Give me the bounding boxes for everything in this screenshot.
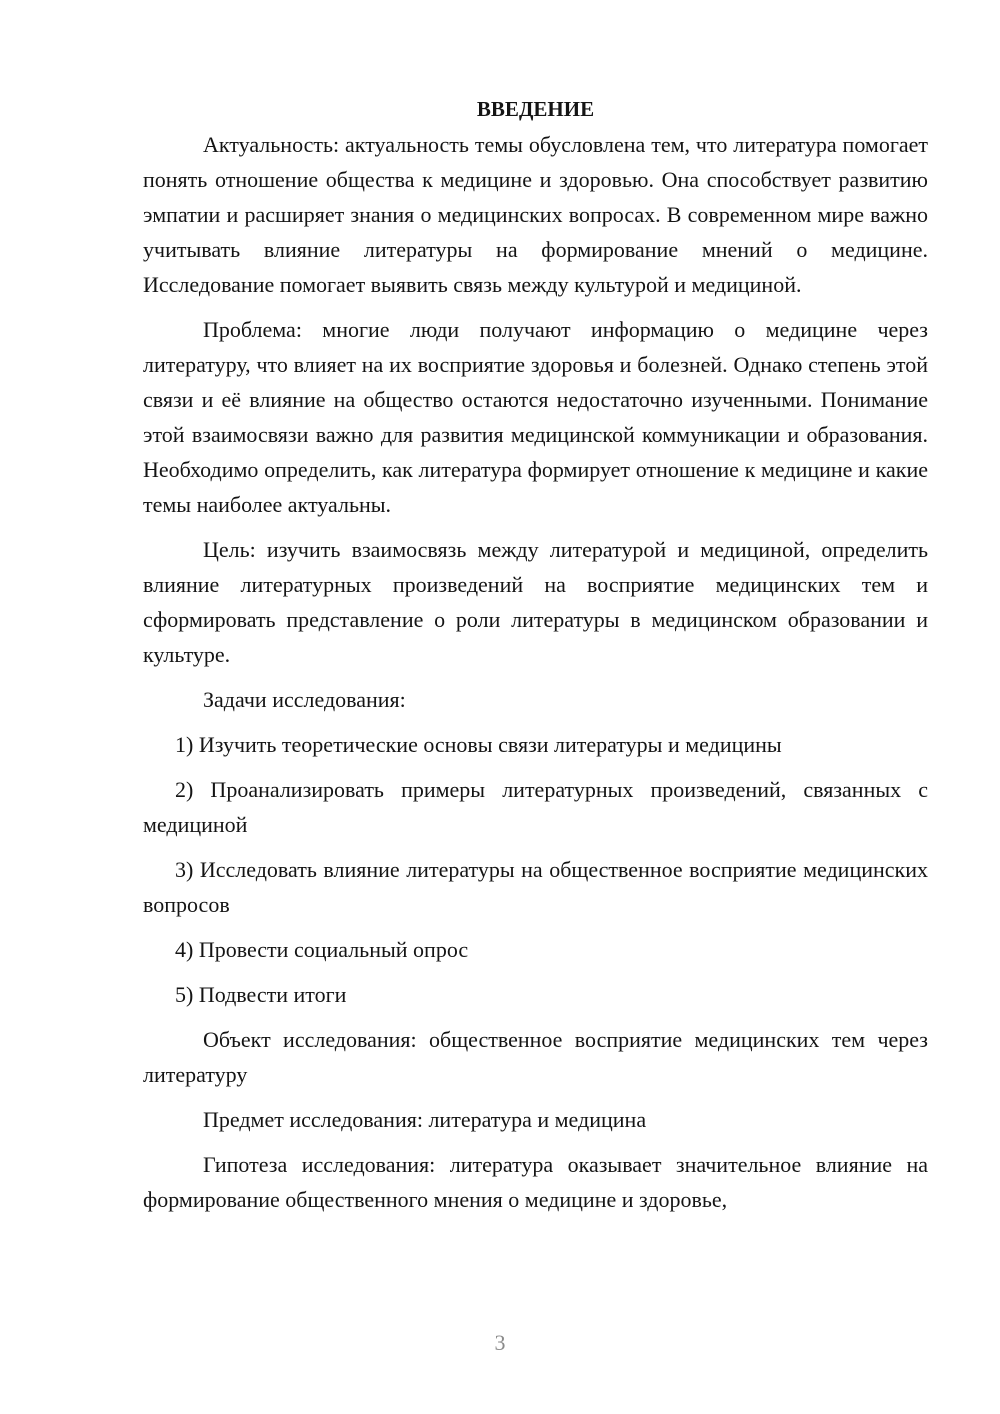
- relevance-paragraph: Актуальность: актуальность темы обусловлена тем, что литература помогает понять отношение общества к медицине и здоровью. Она способствует развитию эмпатии и расширяет знания о медицинских вопросах. В современном мире важно учитывать влияние литературы на формирование мнений о медицине. Исследование помогает выявить связь между культурой и медициной.: [143, 132, 928, 297]
- problem-paragraph: Проблема: многие люди получают информацию о медицине через литературу, что влияет на их восприятие здоровья и болезней. Однако степень этой связи и её влияние на общество остаются недостаточно изученными. Понимание этой взаимосвязи важно для развития медицинской коммуникации и образования. Необходимо определить, как литература формирует отношение к медицине и какие темы наиболее актуальны.: [143, 317, 928, 517]
- list-item: 4) Провести социальный опрос: [175, 937, 469, 962]
- tasks-heading: Задачи исследования:: [203, 687, 406, 712]
- page-content: [143, 92, 928, 1217]
- object-paragraph: Объект исследования: общественное восприятие медицинских тем через литературу: [143, 1027, 928, 1087]
- subject-paragraph: Предмет исследования: литература и медицина: [203, 1107, 647, 1132]
- section-heading: ВВЕДЕНИЕ: [476, 97, 595, 121]
- list-item: 5) Подвести итоги: [175, 982, 347, 1007]
- list-item: 3) Исследовать влияние литературы на общественное восприятие медицинских вопросов: [143, 857, 928, 917]
- goal-paragraph: Цель: изучить взаимосвязь между литературой и медициной, определить влияние литературных произведений на восприятие медицинских тем и сформировать представление о роли литературы в медицинском образовании и культуре.: [143, 537, 928, 667]
- list-item: 1) Изучить теоретические основы связи литературы и медицины: [175, 732, 782, 757]
- page-number: 3: [494, 1330, 506, 1355]
- hypothesis-paragraph: Гипотеза исследования: литература оказывает значительное влияние на формирование общественного мнения о медицине и здоровье,: [143, 1152, 928, 1212]
- list-item: 2) Проанализировать примеры литературных произведений, связанных с медициной: [143, 777, 928, 837]
- tasks-list: [143, 727, 928, 1012]
